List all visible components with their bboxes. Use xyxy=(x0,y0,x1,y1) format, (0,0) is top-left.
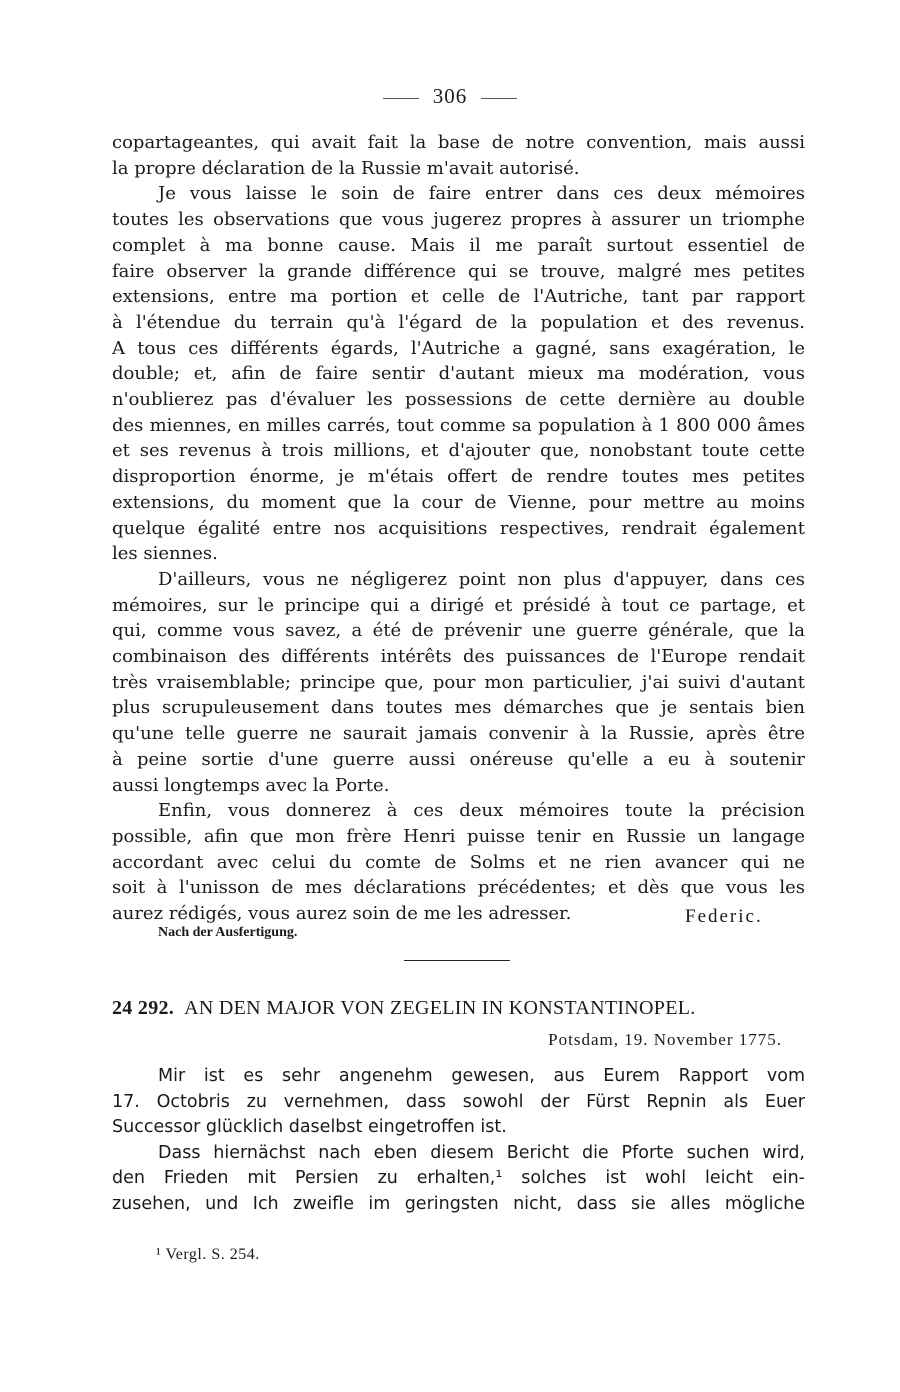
text-line: Dass hiernächst nach eben diesem Bericht die Pforte suchen wird, xyxy=(158,1142,805,1163)
footnote: ¹ Vergl. S. 254. xyxy=(156,1246,260,1263)
text-line: Mir ist es sehr angenehm gewesen, aus Eurem Rapport vom xyxy=(158,1066,805,1086)
text-line: copartageantes, qui avait fait la base de notre convention, mais aussi xyxy=(112,132,805,153)
text-line: combinaison des différents intérêts des puissances de l'Europe rendait xyxy=(112,646,805,668)
source-note: Nach der Ausfertigung. xyxy=(158,925,298,940)
text-line: faire observer la grande différence qui se trouve, malgré mes petites xyxy=(112,260,805,282)
text-line: extensions, du moment que la cour de Vienne, pour mettre au moins xyxy=(112,491,805,513)
text-line: aussi longtemps avec la Porte. xyxy=(112,774,390,796)
text-line: et ses revenus à trois millions, et d'ajouter que, nonobstant toute cette xyxy=(112,440,805,462)
text-line: A tous ces différents égards, l'Autriche a gagné, sans exagération, le xyxy=(112,337,805,359)
letter-heading xyxy=(112,997,805,1020)
text-line: plus scrupuleusement dans toutes mes démarches que je sentais bien xyxy=(112,697,805,719)
text-line: les siennes. xyxy=(112,543,218,565)
page-header xyxy=(0,84,900,109)
text-line: qu'une telle guerre ne saurait jamais convenir à la Russie, après être xyxy=(112,723,805,745)
text-line: accordant avec celui du comte de Solms et ne rien avancer qui ne xyxy=(112,851,805,873)
text-line: toutes les observations que vous jugerez propres à assurer un triomphe xyxy=(112,209,805,231)
text-line: zusehen, und Ich zweifle im geringsten nicht, dass sie alles mögliche xyxy=(112,1193,805,1214)
letter-body-german xyxy=(112,1064,805,1217)
text-line: soit à l'unisson de mes déclarations précédentes; et dès que vous les xyxy=(112,877,805,899)
letter-number: 24 292. xyxy=(112,997,175,1019)
header-rule-right xyxy=(481,98,517,99)
text-line: mémoires, sur le principe qui a dirigé et présidé à tout ce partage, et xyxy=(112,594,805,616)
signature: Federic. xyxy=(685,906,763,927)
text-line: double; et, afin de faire sentir d'autant mieux ma modération, vous xyxy=(112,363,805,385)
text-line: Successor glücklich daselbst eingetroffen ist. xyxy=(112,1117,507,1137)
text-line: quelque égalité entre nos acquisitions respectives, rendrait également xyxy=(112,517,805,539)
dateline: Potsdam, 19. November 1775. xyxy=(548,1030,782,1049)
text-line: à peine sortie d'une guerre aussi onéreuse qu'elle a eu à soutenir xyxy=(112,748,805,770)
text-line: Enfin, vous donnerez à ces deux mémoires toute la précision xyxy=(158,800,805,822)
section-divider xyxy=(404,960,510,961)
letter-body-french xyxy=(112,130,805,927)
text-line: aurez rédigés, vous aurez soin de me les adresser. xyxy=(112,903,572,925)
text-line: qui, comme vous savez, a été de prévenir une guerre générale, que la xyxy=(112,620,805,642)
text-line: 17. Octobris zu vernehmen, dass sowohl der Fürst Repnin als Euer xyxy=(112,1091,805,1112)
text-line: D'ailleurs, vous ne négligerez point non plus d'appuyer, dans ces xyxy=(158,568,805,590)
text-line: possible, afin que mon frère Henri puisse tenir en Russie un langage xyxy=(112,825,805,847)
text-line: très vraisemblable; principe que, pour mon particulier, j'ai suivi d'autant xyxy=(112,671,805,693)
text-line: à l'étendue du terrain qu'à l'égard de la population et des revenus. xyxy=(112,311,805,333)
text-line: n'oublierez pas d'évaluer les possessions de cette dernière au double xyxy=(112,389,805,411)
header-rule-left xyxy=(383,98,419,99)
text-line: des miennes, en milles carrés, tout comme sa population à 1 800 000 âmes xyxy=(112,414,805,436)
page-number: 306 xyxy=(432,84,468,108)
letter-addressee: AN DEN MAJOR VON ZEGELIN IN KONSTANTINOPEL. xyxy=(184,997,696,1019)
text-line: extensions, entre ma portion et celle de l'Autriche, tant par rapport xyxy=(112,286,805,308)
text-line: complet à ma bonne cause. Mais il me paraît surtout essentiel de xyxy=(112,234,805,256)
text-line: Je vous laisse le soin de faire entrer dans ces deux mémoires xyxy=(158,183,805,205)
text-line: den Frieden mit Persien zu erhalten,¹ solches ist wohl leicht ein- xyxy=(112,1168,805,1188)
text-line: la propre déclaration de la Russie m'avait autorisé. xyxy=(112,157,580,179)
text-line: disproportion énorme, je m'étais offert de rendre toutes mes petites xyxy=(112,466,805,488)
